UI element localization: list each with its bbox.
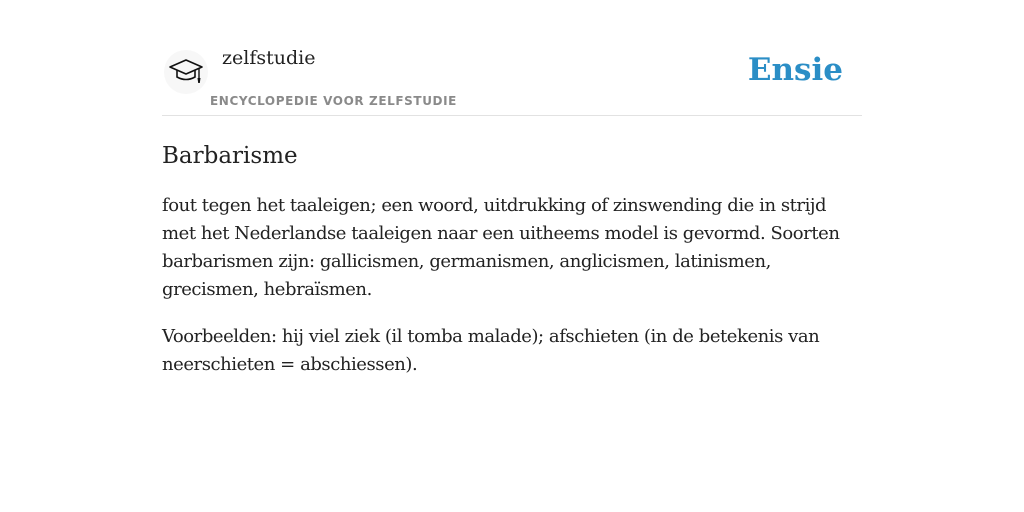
brand-logo[interactable]: Ensie xyxy=(747,52,843,88)
definition-paragraph: fout tegen het taaleigen; een woord, uitdrukking of zinswending die in strijd met het Nederlandse taaleigen naar een uitheems model is gevormd. Soorten barbarismen zijn: gallicismen, germanismen, anglicismen, latinismen, grecismen, hebraïsmen. xyxy=(162,195,840,300)
examples-paragraph: Voorbeelden: hij viel ziek (il tomba malade); afschieten (in de betekenis van neerschieten = abschiessen). xyxy=(162,326,820,375)
site-header xyxy=(162,0,862,116)
page-title: Barbarisme xyxy=(162,143,298,169)
site-name[interactable]: zelfstudie xyxy=(222,47,316,69)
site-tagline: ENCYCLOPEDIE VOOR ZELFSTUDIE xyxy=(210,94,457,108)
page xyxy=(162,0,862,379)
graduation-cap-icon[interactable] xyxy=(164,50,208,94)
